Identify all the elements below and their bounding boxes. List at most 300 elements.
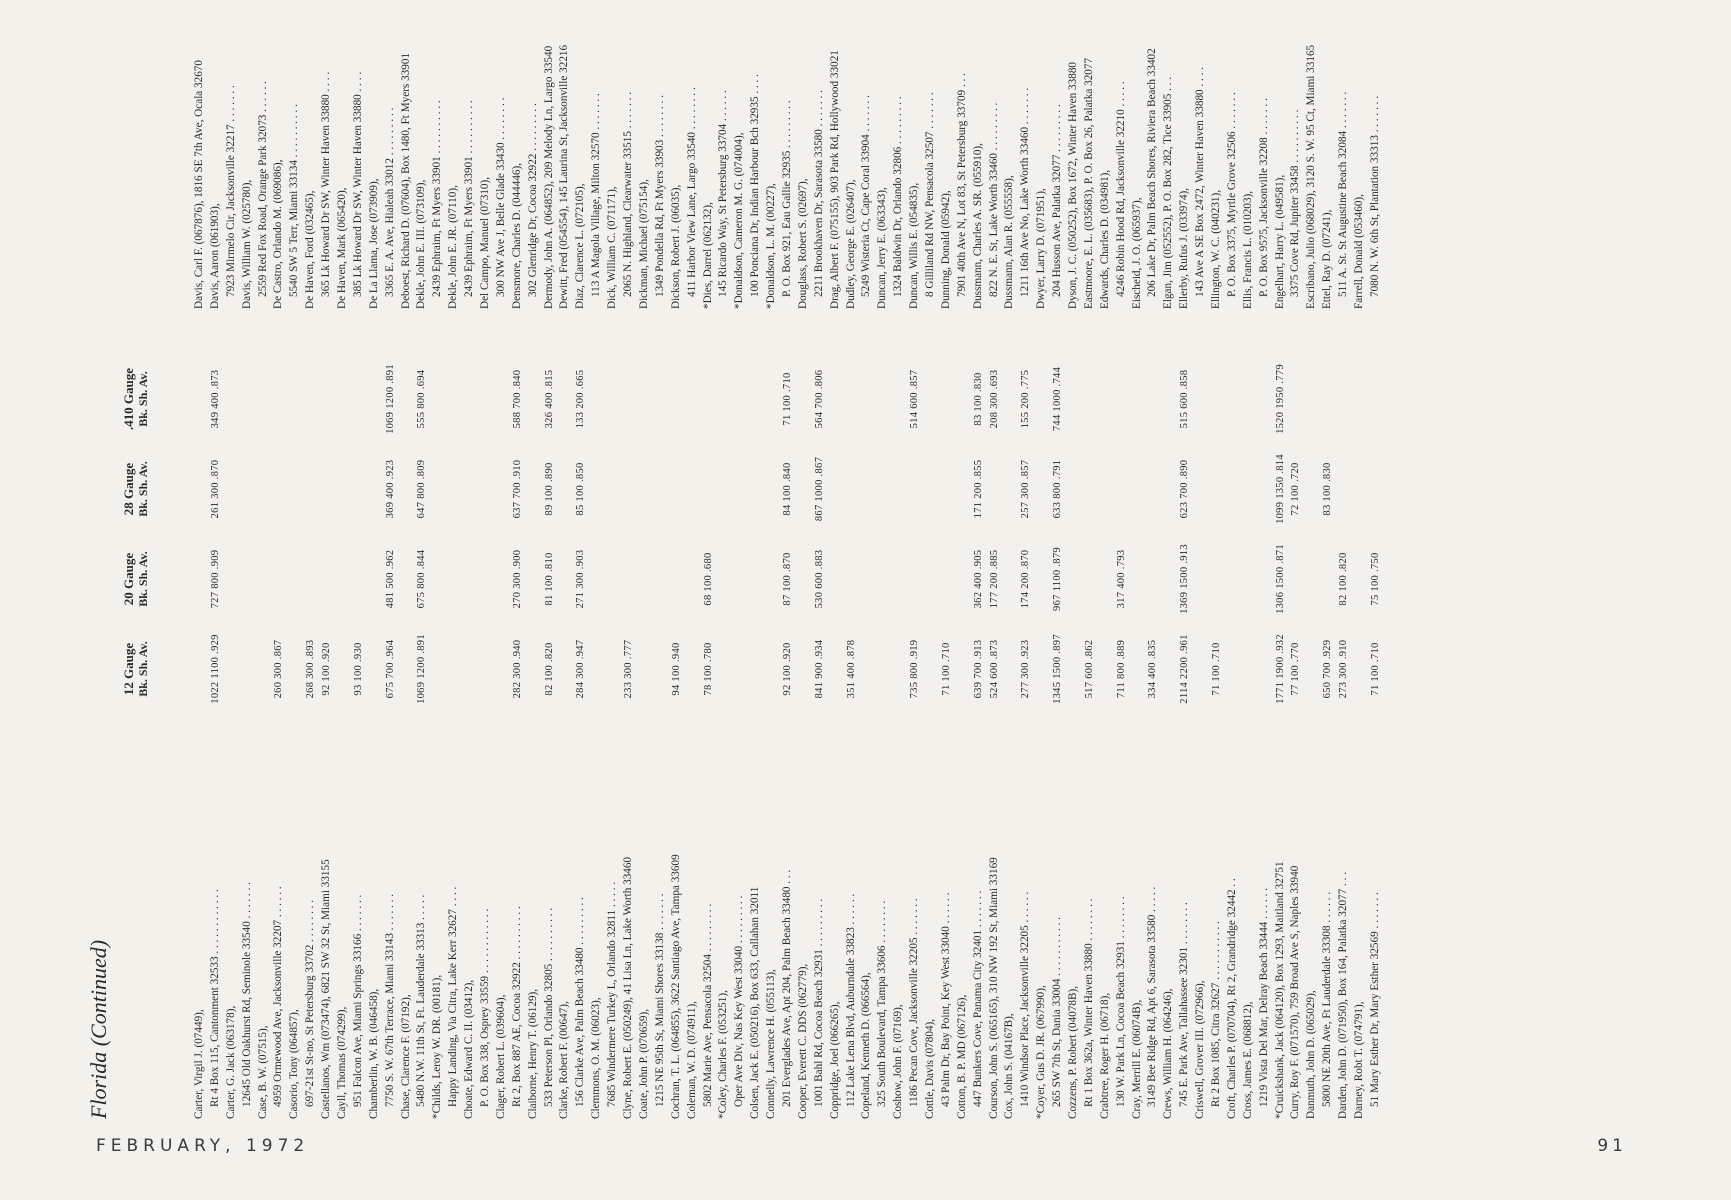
member-address: Happy Landing, Via Citra, Lake Kerr 32627 . . . . xyxy=(447,886,460,1107)
member-name: Dermody, John A. (064852), 209 Melody Ln, Largo 33540 xyxy=(542,45,555,309)
member-name: Davis, Aaron (061903), xyxy=(208,203,221,309)
member-address: 112 Lake Lena Blvd, Auburndale 33823 . . . . . . xyxy=(844,893,857,1107)
score-g28: 85 100 .850 xyxy=(575,462,587,516)
table-row xyxy=(1002,0,1018,309)
member-name: Duncan, Jerry E. (063343), xyxy=(876,187,889,309)
score-g12: 71 100 .710 xyxy=(1211,642,1222,696)
score-g12: 2114 2200 .961 xyxy=(1179,634,1191,704)
score-g20: 317 400 .793 xyxy=(1115,549,1127,609)
table-row xyxy=(1130,0,1146,309)
score-g410: 515 600 .858 xyxy=(1179,369,1191,429)
member-address: 265 SW 7th St, Dania 33004 . . . . . . . . . . . xyxy=(1051,917,1064,1107)
member-name: Eischeid, J. O. (065937), xyxy=(1130,197,1143,309)
table-row xyxy=(1082,0,1098,309)
table-row xyxy=(923,349,939,1119)
table-row xyxy=(828,349,844,1119)
table-row xyxy=(653,349,669,1119)
member-name: Eastmoore, E. L. (035683), P. O. Box 26, Palatka 32077 xyxy=(1082,57,1095,309)
member-name: Criswell, Grover III. (072966), xyxy=(1194,980,1207,1119)
member-address: 300 NW Ave J, Belle Glade 33430 . . . . . . . . xyxy=(494,97,507,297)
member-address: Rt 4 Box 115, Cantonment 32533 . . . . . . . . . . . . xyxy=(208,889,221,1107)
member-name: Ellerby, Rufus J. (033974), xyxy=(1178,187,1191,309)
score-g410: 514 600 .857 xyxy=(909,369,921,429)
member-address: 7080 N. W. 6th St, Plantation 33313 . . . . . . . xyxy=(1368,95,1381,297)
table-row xyxy=(494,0,510,309)
score-g410: 349 400 .873 xyxy=(209,369,221,429)
member-address: 697-21st St-no, St Petersburg 33702 . . . . . . . . xyxy=(304,899,317,1107)
member-address: 4959 Ormewood Ave, Jacksonville 32207 . . . . . . xyxy=(272,886,285,1107)
table-row xyxy=(669,349,685,1119)
table-row xyxy=(1050,0,1066,309)
member-address: 7901 40th Ave N, Lot 83, St Petersburg 33709 . . . xyxy=(955,73,968,297)
table-row xyxy=(367,0,383,309)
member-address: 12645 Old Oakhurst Rd, Seminole 33540 . . . . . . . xyxy=(240,882,253,1107)
member-name: Dewitt, Fred (054554), 145 Laurina St, Jacksonville 32216 xyxy=(558,44,571,309)
member-address: 2211 Brookhaven Dr, Sarasota 33580 . . . . . . . xyxy=(812,89,825,297)
score-g12: 841 900 .934 xyxy=(813,639,825,699)
table-row xyxy=(748,349,764,1119)
table-row xyxy=(685,349,701,1119)
member-name: Ellington, W. C. (040231), xyxy=(1210,189,1222,309)
member-name: Cross, James E. (068812), xyxy=(1241,1001,1254,1119)
member-address: 51 Mary Esther Dr, Mary Esther 32569 . . . . . . . xyxy=(1368,892,1381,1107)
member-address: 145 Ricardo Way, St Petersburg 33704 . . . . . . xyxy=(717,90,730,297)
table-row xyxy=(542,349,558,1119)
score-g12: 1069 1200 .891 xyxy=(416,634,428,704)
table-row xyxy=(1161,0,1177,309)
member-name: Cooper, Everett C. DDS (062779), xyxy=(796,963,809,1119)
member-name: Dick, William C. (071171), xyxy=(606,186,619,309)
member-name: Deboest, Richard D. (07604), Box 1480, Ft Myers 33901 xyxy=(399,52,412,309)
member-address: Rt 2, Box 887 AE, Cocoa 32922 . . . . . . . . . . xyxy=(510,906,523,1107)
member-address: Oper Ave Div, Nas Key West 33040 . . . . . . . . . xyxy=(733,895,746,1107)
table-row xyxy=(1320,0,1336,309)
column-headers-left xyxy=(122,349,192,1119)
member-address: 43 Palm Dr, Bay Point, Key West 33040 . . . . . . xyxy=(939,892,952,1107)
member-address: 100 Ponciana Dr, Indian Harbour Bch 32935 . . . . xyxy=(749,74,762,297)
member-name: Colsen, Jack E. (050216), Box 633, Callahan 32011 xyxy=(749,886,762,1119)
table-row xyxy=(335,0,351,309)
table-row xyxy=(383,0,399,309)
score-g410: 326 400 .815 xyxy=(543,369,555,429)
score-g12: 71 100 .710 xyxy=(1369,642,1381,696)
score-g12: 650 700 .929 xyxy=(1322,639,1334,699)
member-name: Densmore, Charles D. (044446), xyxy=(510,162,523,309)
table-row xyxy=(462,349,478,1119)
member-name: Clyne, Robert E. (050249), 41 Lisa Ln, Lake Worth 33460 xyxy=(622,856,635,1119)
member-address: 5540 SW 5 Terr, Miami 33134 . . . . . . . . . . xyxy=(288,104,301,297)
member-address: P. O. Box 9575, Jacksonville 32208 . . . . . . . xyxy=(1257,98,1270,297)
score-g20: 177 200 .885 xyxy=(988,549,1000,609)
member-name: Connelly, Lawrence H. (055113), xyxy=(765,969,778,1119)
table-row xyxy=(859,349,875,1119)
table-row xyxy=(796,0,812,309)
member-name: Crabtree, Roger H. (06718), xyxy=(1098,992,1111,1119)
member-name: Farrell, Donald (053460), xyxy=(1353,194,1366,309)
member-name: Copeland, Kenneth D. (066564), xyxy=(860,972,873,1119)
member-address: P. O. Box 921, Eau Gallie 32935 . . . . . . . . . xyxy=(780,100,793,297)
score-g410: 564 700 .806 xyxy=(813,369,825,429)
member-name: Cray, Merrill E. (06074B), xyxy=(1130,999,1143,1119)
score-g410: 588 700 .840 xyxy=(511,369,523,429)
member-name: Elgan, Jim (052552), P. O. Box 282, Tice 33905 . . . xyxy=(1162,76,1175,309)
table-row xyxy=(1193,0,1209,309)
table-row xyxy=(1066,0,1082,309)
member-address: 201 Everglades Ave, Apt 204, Palm Beach 33480 . . . xyxy=(780,869,793,1107)
table-row xyxy=(1336,0,1352,309)
table-row xyxy=(1288,349,1304,1119)
member-name: Cochran, T. L. (064855), 3622 Santiago Ave, Tampa 33609 xyxy=(669,854,682,1119)
member-address: 2065 N. Highland, Clearwater 33515 . . . . . . . xyxy=(622,91,635,297)
score-g20: 727 800 .909 xyxy=(209,549,221,609)
member-address: P. O. Box 3375, Myrtle Grove 32506 . . . . . . . xyxy=(1225,92,1238,297)
member-name: Engelhart, Harry L. (049581), xyxy=(1273,174,1286,309)
member-name: *Dies, Darrel (062132), xyxy=(701,202,714,309)
score-g410: 83 100 .830 xyxy=(972,372,984,426)
score-g20: 82 100 .820 xyxy=(1338,552,1350,606)
table-row xyxy=(192,0,208,309)
table-row xyxy=(1304,0,1320,309)
score-g28: 257 300 .857 xyxy=(1020,459,1032,519)
score-g28: 1099 1350 .814 xyxy=(1274,454,1286,524)
score-g410: 155 200 .775 xyxy=(1020,369,1032,429)
member-address: 5249 Wisteria Ct, Cape Coral 33904 . . . . . . . xyxy=(860,95,873,297)
member-address: 1349 Pondella Rd, Ft Myers 33903 . . . . . . . . xyxy=(653,95,666,297)
score-g28: 633 800 .791 xyxy=(1052,459,1064,519)
table-row xyxy=(971,0,987,309)
member-address: 302 Glenridge Dr, Cocoa 32922 . . . . . . . . . xyxy=(526,103,539,297)
score-g12: 639 700 .913 xyxy=(972,639,984,699)
table-row xyxy=(1304,349,1320,1119)
right-column xyxy=(86,0,1381,309)
table-row xyxy=(494,349,510,1119)
table-row xyxy=(907,0,923,309)
table-row xyxy=(1098,349,1114,1119)
table-row xyxy=(414,349,430,1119)
member-address: 1324 Baldwin Dr, Orlando 32806 . . . . . . . . . xyxy=(892,96,905,297)
header-12-gauge: 12 Gauge Bk. Sh. Av. xyxy=(121,641,150,697)
member-name: *Coley, Charles F. (053251), xyxy=(717,990,730,1119)
member-address: Rt 2 Box 1085, Citra 32627 . . . . . . . . . . . xyxy=(1210,921,1222,1107)
table-row xyxy=(240,0,256,309)
member-name: Coleman, W. D. (074911), xyxy=(685,1001,698,1119)
score-g410: 1069 1200 .891 xyxy=(384,364,396,434)
member-address: 156 Clarke Ave, Palm Beach 33480 . . . . . . . . . xyxy=(574,897,587,1107)
member-name: Cayll, Thomas (074299), xyxy=(336,1006,349,1119)
score-g28: 647 800 .809 xyxy=(416,459,428,519)
member-name: Chamberlin, W. B. (046458), xyxy=(367,988,380,1119)
table-row xyxy=(1066,349,1082,1119)
member-name: Dussmann, Charles A. SR. (055910), xyxy=(971,143,984,309)
table-row xyxy=(1225,349,1241,1119)
table-row xyxy=(446,0,462,309)
table-row xyxy=(780,349,796,1119)
member-name: Darney, Robt T. (074791), xyxy=(1353,1001,1366,1119)
table-row xyxy=(542,0,558,309)
score-g28: 72 100 .720 xyxy=(1290,462,1302,516)
table-row xyxy=(844,0,860,309)
table-row xyxy=(1273,0,1289,309)
member-name: *Donaldson, Cameron M. G. (074004), xyxy=(733,132,746,309)
member-name: Davis, William W. (025780), xyxy=(240,179,253,309)
score-g20: 967 1100 .879 xyxy=(1052,547,1064,611)
score-g20: 1306 1500 .871 xyxy=(1274,544,1286,614)
score-g28: 83 100 .830 xyxy=(1322,462,1334,516)
score-g20: 530 600 .883 xyxy=(813,549,825,609)
table-row xyxy=(287,0,303,309)
member-address: 204 Husson Ave, Palatka 32077 . . . . . . . . . xyxy=(1051,104,1064,297)
score-g28: 867 1000 .867 xyxy=(813,456,825,522)
score-g12: 282 300 .940 xyxy=(511,639,523,699)
score-g20: 271 300 .903 xyxy=(575,549,587,609)
table-row xyxy=(621,0,637,309)
member-name: Ellis, Francis L. (010203), xyxy=(1241,190,1254,309)
footer-date: FEBRUARY, 1972 xyxy=(96,1136,310,1156)
table-row xyxy=(240,349,256,1119)
left-column xyxy=(86,349,1381,1119)
table-row xyxy=(335,349,351,1119)
member-name: Dunning, Donald (05942), xyxy=(939,190,952,309)
member-address: 3375 Cove Rd, Jupiter 33458 . . . . . . . . . . xyxy=(1289,109,1302,297)
table-row xyxy=(812,349,828,1119)
member-address: 130 W. Park Ln, Cocoa Beach 32931 . . . . . . . . xyxy=(1114,896,1127,1107)
table-row xyxy=(939,0,955,309)
table-row xyxy=(1050,349,1066,1119)
member-address: 1186 Pecan Cove, Jacksonville 32205 . . . . . . . xyxy=(908,898,921,1107)
member-address: 1001 Bahl Rd, Cocoa Beach 32931 . . . . . . . . . xyxy=(812,898,825,1107)
member-address: 7685 Windermere Turkey L, Orlando 32811 . . . . . xyxy=(606,881,619,1107)
table-row xyxy=(1257,0,1273,309)
table-row xyxy=(399,0,415,309)
table-row xyxy=(430,349,446,1119)
score-g12: 277 300 .923 xyxy=(1020,639,1032,699)
table-row xyxy=(1273,349,1289,1119)
table-row xyxy=(1082,349,1098,1119)
member-name: De La Llama, Jose (073909), xyxy=(367,178,380,309)
score-g28: 369 400 .923 xyxy=(384,459,396,519)
member-address: 2439 Ephraim, Ft Myers 33901 . . . . . . . . . . xyxy=(431,100,444,297)
table-row xyxy=(955,0,971,309)
table-row xyxy=(526,0,542,309)
table-row xyxy=(446,349,462,1119)
table-row xyxy=(732,0,748,309)
table-row xyxy=(1209,349,1225,1119)
score-g12: 77 100 .770 xyxy=(1290,642,1302,696)
table-row xyxy=(1018,0,1034,309)
score-g28: 261 300 .870 xyxy=(209,459,221,519)
table-row xyxy=(875,349,891,1119)
score-g12: 78 100 .780 xyxy=(702,642,714,696)
table-row xyxy=(1018,349,1034,1119)
table-row xyxy=(621,349,637,1119)
score-g20: 481 500 .962 xyxy=(384,549,396,609)
member-name: Castellanos, Wm (073474), 6821 SW 32 St, Miami 33155 xyxy=(320,859,333,1119)
header-28-gauge: 28 Gauge Bk. Sh. Av. xyxy=(121,461,150,517)
score-g12: 260 300 .867 xyxy=(273,639,285,699)
section-title-spacer xyxy=(86,0,112,309)
score-g12: 82 100 .820 xyxy=(543,642,555,696)
member-address: 511 A. St. St Augustine Beach 32084 . . . . . . . xyxy=(1337,91,1350,297)
member-name: Curry, Roy F. (071570), 759 Broad Ave S, Naples 33940 xyxy=(1289,865,1302,1119)
table-row xyxy=(271,0,287,309)
table-row xyxy=(224,349,240,1119)
score-g12: 351 400 .878 xyxy=(845,639,857,699)
table-row xyxy=(844,349,860,1119)
table-row xyxy=(319,349,335,1119)
table-row xyxy=(462,0,478,309)
table-row xyxy=(383,349,399,1119)
member-name: Coate, John P. (070659), xyxy=(637,1008,650,1119)
table-row xyxy=(1320,349,1336,1119)
table-row xyxy=(875,0,891,309)
member-name: Clager, Robert L. (039604), xyxy=(494,994,507,1119)
table-row xyxy=(1352,0,1368,309)
left-entry-list xyxy=(192,349,1384,1119)
table-row xyxy=(828,0,844,309)
table-row xyxy=(764,0,780,309)
member-address: 1211 16th Ave No, Lake Worth 33460 . . . . . . . xyxy=(1019,87,1032,297)
score-g28: 637 700 .910 xyxy=(511,459,523,519)
score-g410: 208 300 .693 xyxy=(988,369,1000,429)
table-row xyxy=(891,0,907,309)
score-g12: 92 100 .920 xyxy=(321,642,333,696)
score-g12: 517 600 .862 xyxy=(1083,639,1095,699)
member-name: De Haven, Mark (065420), xyxy=(336,187,349,309)
member-address: 745 E. Park Ave, Tallahassee 32301 . . . . . . . . xyxy=(1178,902,1191,1107)
table-row xyxy=(1130,349,1146,1119)
score-g12: 735 800 .919 xyxy=(909,639,921,699)
score-g20: 675 800 .844 xyxy=(416,549,428,609)
member-address: 411 Harbor View Lane, Largo 33540 . . . . . . . . xyxy=(685,87,698,297)
table-row xyxy=(796,349,812,1119)
table-row xyxy=(414,0,430,309)
member-name: Clemmons, O. M. (06023), xyxy=(590,997,603,1119)
member-name: Casorio, Tony (064857), xyxy=(288,1009,301,1119)
table-row xyxy=(780,0,796,309)
member-address: 325 South Boulevard, Tampa 33606 . . . . . . . . xyxy=(876,900,889,1107)
score-g20: 362 400 .905 xyxy=(972,549,984,609)
table-row xyxy=(764,349,780,1119)
table-row xyxy=(987,349,1003,1119)
member-name: Croft, Charles P. (070704), Rt 2, Grandridge 32442 . . xyxy=(1225,878,1238,1119)
table-row xyxy=(1145,349,1161,1119)
member-address: 822 N. E. St, Lake Worth 33460 . . . . . . . . . xyxy=(987,102,1000,297)
member-address: 3365 E. A. Ave, Hialeah 33012 . . . . . . . . . xyxy=(383,107,396,297)
table-row xyxy=(1002,349,1018,1119)
table-row xyxy=(256,349,272,1119)
member-name: Cottle, Davis (07804), xyxy=(923,1018,936,1119)
member-name: Dickman, Michael (075154), xyxy=(637,179,650,309)
table-row xyxy=(1368,349,1384,1119)
table-row xyxy=(303,0,319,309)
table-row xyxy=(669,0,685,309)
score-g410: 133 200 .665 xyxy=(575,369,587,429)
table-row xyxy=(716,0,732,309)
table-row xyxy=(557,349,573,1119)
member-name: Crews, William H. (064246), xyxy=(1162,988,1175,1119)
table-row xyxy=(526,349,542,1119)
header-20-gauge: 20 Gauge Bk. Sh. Av. xyxy=(121,551,150,607)
score-g12: 268 300 .893 xyxy=(305,639,317,699)
table-row xyxy=(510,0,526,309)
member-address: P. O. Box 338, Osprey 33559 . . . . . . . . . . . . xyxy=(479,908,492,1107)
table-row xyxy=(430,0,446,309)
member-address: 5800 NE 20th Ave, Ft Lauderdale 33308 . . . . . . xyxy=(1321,891,1334,1107)
member-name: Dwyer, Larry D. (071951), xyxy=(1035,188,1048,309)
page-number: 91 xyxy=(1597,1136,1627,1156)
member-name: Case, B. W. (07515), xyxy=(256,1025,269,1119)
member-name: Danmuth, John D. (065029), xyxy=(1305,990,1318,1119)
member-name: Cotton, B. P. MD (067126), xyxy=(955,994,968,1119)
score-g28: 84 100 .840 xyxy=(781,462,793,516)
table-row xyxy=(748,0,764,309)
table-row xyxy=(891,349,907,1119)
table-row xyxy=(939,349,955,1119)
member-name: Claiborne, Henry T. (06129), xyxy=(526,988,539,1119)
member-name: Clarke, Robert F. (00647), xyxy=(558,1001,571,1119)
table-row xyxy=(399,349,415,1119)
member-address: 1219 Vista Del Mar, Delray Beach 33444 . . . . . . xyxy=(1257,888,1270,1107)
score-g12: 93 100 .930 xyxy=(352,642,364,696)
table-row xyxy=(1368,0,1384,309)
table-row xyxy=(605,0,621,309)
table-row xyxy=(955,349,971,1119)
member-name: Cozzens, P. Robert (04078B), xyxy=(1066,986,1079,1119)
member-name: Dyson, J. C. (050252), Box 1672, Winter Haven 33880 xyxy=(1066,61,1079,309)
member-address: 951 Falcon Ave, Miami Springs 33166 . . . . . . . xyxy=(351,894,364,1107)
table-row xyxy=(1098,0,1114,309)
section-title: Florida (Continued) xyxy=(86,939,111,1119)
table-row xyxy=(1161,349,1177,1119)
table-row xyxy=(351,0,367,309)
table-row xyxy=(987,0,1003,309)
table-row xyxy=(1257,349,1273,1119)
member-name: Edwards, Charles D. (034981), xyxy=(1098,169,1111,309)
member-name: Carter, G. Jack (063178), xyxy=(224,1005,237,1119)
score-g20: 87 100 .870 xyxy=(781,552,793,606)
member-address: 2439 Ephraim, Ft Myers 33901 . . . . . . . . . . xyxy=(463,100,476,297)
score-g410: 71 100 .710 xyxy=(781,372,793,426)
member-name: Coshow, John F. (07169), xyxy=(892,1004,905,1119)
table-row xyxy=(367,349,383,1119)
score-g28: 89 100 .890 xyxy=(543,462,555,516)
score-g410: 555 800 .694 xyxy=(416,369,428,429)
table-row xyxy=(637,349,653,1119)
member-address: 5480 N.W. 11th St, Ft. Lauderdale 33313 . . . . . xyxy=(415,894,428,1107)
score-g20: 174 200 .870 xyxy=(1020,549,1032,609)
score-g12: 1771 1900 .932 xyxy=(1274,634,1286,704)
table-row xyxy=(224,0,240,309)
member-address: Rt 1 Box 362a, Winter Haven 33880 . . . . . . . . xyxy=(1082,898,1095,1107)
score-g410: 744 1000 .744 xyxy=(1052,366,1064,432)
member-name: Dussmann, Alan R. (055558), xyxy=(1003,175,1016,309)
table-row xyxy=(478,0,494,309)
table-row xyxy=(303,349,319,1119)
member-address: 5802 Marie Ave, Pensacola 32504 . . . . . . . . . xyxy=(701,903,714,1107)
table-row xyxy=(701,349,717,1119)
member-name: Drag, Albert F. (075155), 903 Park Rd, Hollywood 33021 xyxy=(828,50,841,309)
score-g20: 75 100 .750 xyxy=(1369,552,1381,606)
score-g12: 334 400 .835 xyxy=(1147,639,1159,699)
score-g12: 273 300 .910 xyxy=(1338,639,1350,699)
right-entry-list xyxy=(192,0,1384,309)
table-row xyxy=(685,0,701,309)
member-address: 2559 Red Fox Road, Orange Park 32073 . . . . . . xyxy=(256,81,269,297)
score-g28: 171 200 .855 xyxy=(972,459,984,519)
member-address: 1410 Windsor Place, Jacksonville 32205 . . . . . . xyxy=(1019,891,1032,1107)
score-g410: 1520 1950 .779 xyxy=(1274,364,1286,434)
page-footer xyxy=(0,1116,1731,1200)
